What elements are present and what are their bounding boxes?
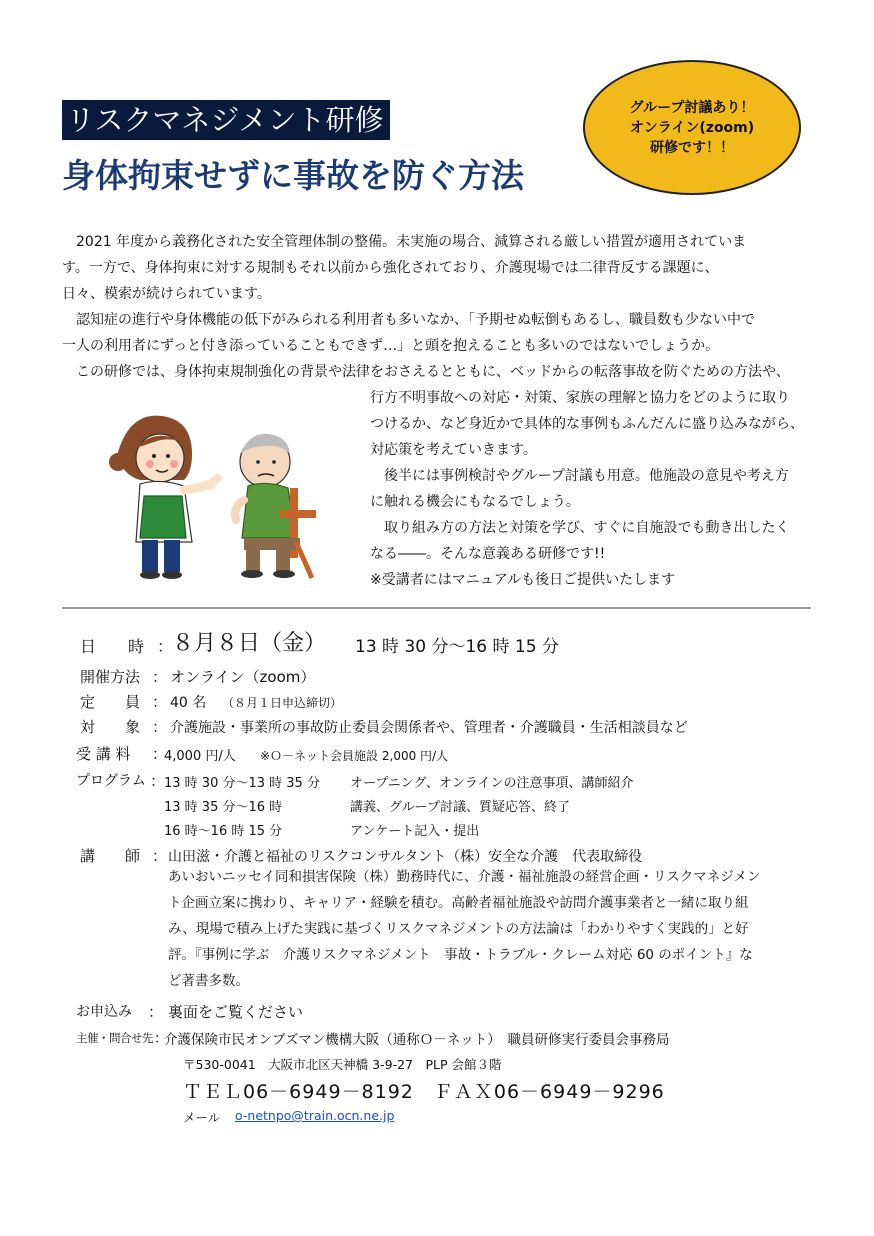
caregiver-illustration	[100, 392, 350, 582]
bio-line: ト企画立案に携わり、キャリア・経験を積む。高齢者福祉施設や訪問介護事業者と一緒に取り組	[168, 895, 749, 911]
target-value: 介護施設・事業所の事故防止委員会関係者や、管理者・介護職員・生活相談員など	[170, 720, 688, 736]
date-time: 13 時 30 分〜16 時 15 分	[355, 637, 559, 657]
colon: ：	[157, 637, 174, 656]
colon: ：	[152, 847, 168, 865]
intro-side-line: 行方不明事故への対応・対策、家族の理解と協力をどのように取り	[370, 390, 790, 406]
program-time: 16 時〜16 時 15 分	[164, 824, 283, 839]
apply-label: お申込み	[76, 1004, 132, 1020]
colon: ：	[152, 693, 168, 711]
apply-value: 裏面をご覧ください	[168, 1003, 304, 1021]
bio-line: 評。『事例に学ぶ 介護リスクマネジメント 事故・トラブル・クレーム対応 60 のポイント』な	[168, 947, 753, 963]
intro-paragraph	[62, 229, 790, 385]
colon: ：	[148, 1003, 164, 1021]
lecturer-label: 講 師	[80, 847, 141, 865]
colon: ：	[152, 668, 168, 686]
section-divider	[62, 607, 811, 609]
badge-line-1: グループ討議あり！	[629, 99, 755, 116]
phone-fax: ＴＥＬ06－6949－8192 ＦＡＸ06－6949－9296	[183, 1081, 665, 1103]
intro-side-line: 対応策を考えていきます。	[370, 442, 537, 458]
fee-label: 受 講 料	[76, 745, 131, 763]
program-time: 13 時 30 分〜13 時 35 分	[164, 776, 320, 791]
method-label: 開催方法	[80, 668, 141, 686]
email-link[interactable]: o-netnpo@train.ocn.ne.jp	[235, 1108, 395, 1123]
intro-side-line: 取り組み方の方法と対策を学び、すぐに自施設でも動き出したく	[370, 520, 790, 536]
date-value: ８月８日（金）	[172, 631, 327, 656]
badge-line-2: オンライン(zoom)	[629, 119, 755, 136]
intro-line: 2021 年度から義務化された安全管理体制の整備。未実施の場合、減算される厳しい措置が適用されていま	[62, 234, 747, 250]
program-label: プログラム	[76, 773, 146, 789]
colon: ：	[154, 1031, 168, 1047]
lecturer-bio	[168, 864, 760, 994]
online-badge	[583, 60, 801, 195]
intro-line: 日々、模索が続けられています。	[62, 286, 271, 302]
intro-side-line: なる――。そんな意義ある研修です!!	[370, 546, 606, 562]
intro-line: す。一方で、身体拘束に対する規制もそれ以前から強化されており、介護現場では二律背反する課題に、	[62, 260, 719, 276]
fee-note: ※Ｏ－ネット会員施設 2,000 円/人	[260, 749, 449, 763]
program-item: 講義、グループ討議、質疑応答、終了	[350, 800, 570, 815]
lecturer-value: 山田滋・介護と福祉のリスクコンサルタント（株）安全な介護 代表取締役	[168, 849, 643, 865]
intro-side-line: に触れる機会にもなるでしょう。	[370, 494, 580, 510]
mail-label: メール	[183, 1110, 221, 1125]
fee-value: 4,000 円/人	[164, 749, 236, 764]
intro-side-line: 後半には事例検討やグループ討議も用意。他施設の意見や考え方	[370, 468, 789, 484]
program-item: アンケート記入・提出	[350, 824, 480, 839]
bio-line: み、現場で積み上げた実践に基づくリスクマネジメントの方法論は「わかりやすく実践的」と好	[168, 921, 749, 937]
course-title: 身体拘束せずに事故を防ぐ方法	[62, 156, 524, 195]
bio-line: あいおいニッセイ同和損害保険（株）勤務時代に、介護・福祉施設の経営企画・リスクマネジメン	[168, 869, 761, 885]
course-banner: リスクマネジメント研修	[62, 100, 390, 140]
colon: ：	[152, 718, 168, 736]
address: 〒530-0041 大阪市北区天神橋 3-9-27 PLP 会館３階	[183, 1057, 502, 1072]
manual-note: ※受講者にはマニュアルも後日ご提供いたします	[370, 572, 676, 588]
badge-line-3: 研修です！！	[650, 139, 734, 156]
colon: ：	[152, 745, 168, 763]
program-time: 13 時 35 分〜16 時	[164, 800, 283, 815]
method-value: オンライン（zoom）	[170, 668, 316, 686]
org-value: 介護保険市民オンブズマン機構大阪（通称Ｏ－ネット） 職員研修実行委員会事務局	[164, 1032, 670, 1048]
org-label: 主催・問合せ先	[76, 1031, 153, 1045]
capacity-label: 定 員	[80, 693, 141, 711]
intro-line: この研修では、身体拘束規制強化の背景や法律をおさえるとともに、ベッドからの転落事故を防ぐための方法や、	[62, 364, 790, 380]
intro-line: 認知症の進行や身体機能の低下がみられる利用者も多いなか、「予期せぬ転倒もあるし、職員数も少ない中で	[62, 312, 755, 328]
capacity-value: 40 名	[170, 695, 207, 711]
colon: ：	[150, 772, 166, 790]
bio-line: ど著書多数。	[168, 973, 249, 989]
date-label: 日 時	[80, 637, 145, 656]
intro-line: 一人の利用者にずっと付き添っていることもできず…」と頭を抱えることも多いのではないでしょうか。	[62, 338, 720, 354]
intro-side-text	[370, 385, 804, 593]
intro-side-line: つけるか、など身近かで具体的な事例もふんだんに盛り込みながら、	[370, 416, 804, 432]
capacity-note: （８月１日申込締切）	[222, 696, 343, 710]
program-item: オープニング、オンラインの注意事項、講師紹介	[350, 776, 634, 791]
target-label: 対 象	[80, 718, 141, 736]
